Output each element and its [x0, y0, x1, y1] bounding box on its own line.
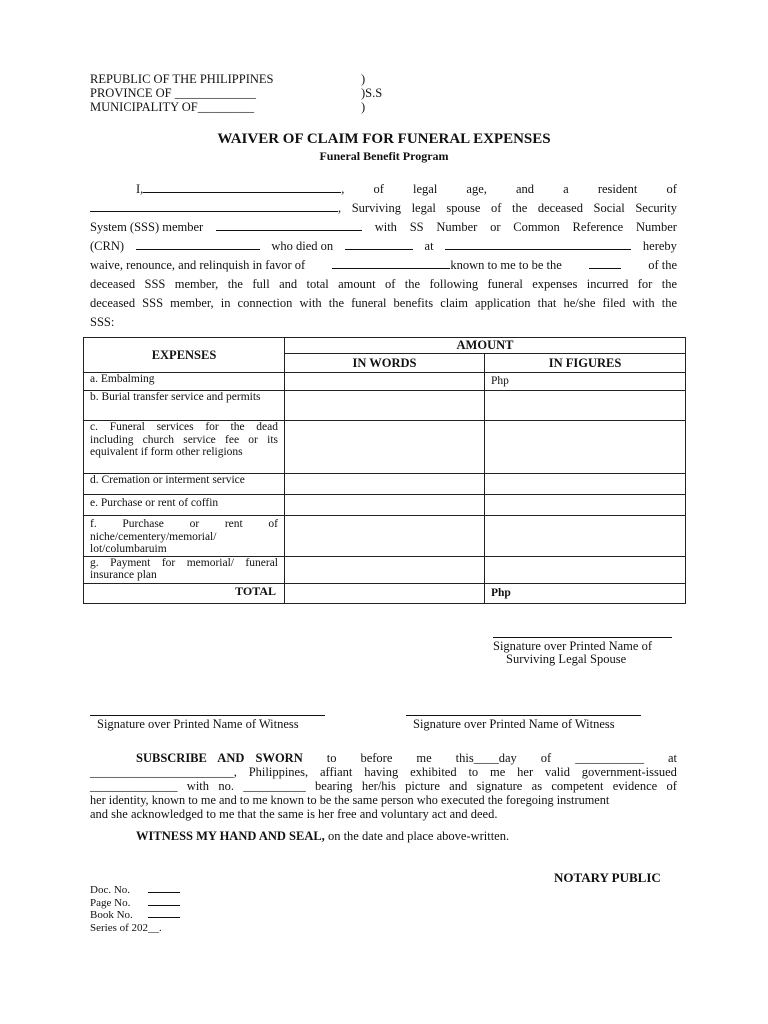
- ss-mark-2: )S.S: [361, 86, 383, 100]
- amount-figures-cell[interactable]: [485, 516, 686, 557]
- series-row: Series of 202__.: [90, 921, 162, 934]
- body-text: I,: [136, 182, 144, 196]
- amount-header: AMOUNT: [285, 338, 686, 354]
- header-municipality: MUNICIPALITY OF_________: [90, 100, 255, 114]
- jurat-word: competent: [551, 779, 604, 793]
- body-word: Number: [635, 220, 677, 234]
- jurat-word: __________: [243, 779, 306, 793]
- body-word: of: [666, 182, 677, 196]
- jurat-line-1: [136, 751, 677, 766]
- jurat-word: picture: [405, 779, 440, 793]
- spouse-signature-line[interactable]: [493, 637, 672, 638]
- body-word: a: [563, 182, 569, 196]
- spouse-caption-line: Surviving Legal Spouse: [506, 652, 627, 666]
- in-words-header: IN WORDS: [285, 354, 485, 373]
- jurat-line-2: [90, 765, 677, 780]
- jurat-word: ___________: [575, 751, 644, 765]
- in-figures-header: IN FIGURES: [485, 354, 686, 373]
- witness-1-caption: Signature over Printed Name of Witness: [97, 717, 299, 731]
- header-block: [90, 72, 273, 114]
- jurat-word: me: [490, 765, 506, 779]
- total-words-cell[interactable]: [285, 583, 485, 603]
- body-word: resident: [597, 182, 638, 196]
- total-label: TOTAL: [84, 583, 285, 603]
- witness-2-signature-line[interactable]: [406, 715, 641, 716]
- body-text: waive, renounce, and relinquish in favor of: [90, 258, 306, 272]
- jurat-word: this____day: [455, 751, 517, 765]
- amount-figures-cell[interactable]: [485, 556, 686, 583]
- page-no-blank[interactable]: [148, 897, 180, 906]
- body-word: Common: [513, 220, 560, 234]
- body-line-1: [90, 180, 677, 199]
- name-blank[interactable]: [143, 181, 341, 193]
- body-word: with: [374, 220, 397, 234]
- body-word: legal: [413, 182, 438, 196]
- witness-2-caption: Signature over Printed Name of Witness: [413, 717, 615, 731]
- beneficiary-blank[interactable]: [332, 257, 450, 269]
- jurat-line-5: and she acknowledged to me that the same is her free and voluntary act and deed.: [90, 807, 498, 821]
- jurat-word: exhibited: [410, 765, 457, 779]
- body-word: of: [491, 201, 502, 215]
- amount-words-cell[interactable]: [285, 373, 485, 391]
- jurat-word: me: [416, 751, 432, 765]
- jurat-word: with: [186, 779, 210, 793]
- doc-no-label: Doc. No.: [90, 884, 131, 896]
- doc-no-blank[interactable]: [148, 884, 180, 893]
- jurat-word: to: [326, 751, 337, 765]
- jurat-word: as: [531, 779, 543, 793]
- doc-refs: [90, 884, 180, 934]
- table-row: [84, 516, 686, 557]
- body-text: who died on: [271, 239, 334, 253]
- body-word: deceased: [537, 201, 583, 215]
- death-place-blank[interactable]: [445, 238, 631, 250]
- body-word: of: [373, 182, 384, 196]
- table-row: [84, 556, 686, 583]
- body-word: Security: [635, 201, 677, 215]
- witness-hand-and-seal: [136, 829, 509, 844]
- body-text: of the: [648, 258, 677, 272]
- jurat-word: valid: [544, 765, 570, 779]
- body-text: ,: [338, 201, 342, 215]
- jurat-word: evidence: [612, 779, 658, 793]
- document-subtitle: Funeral Benefit Program: [319, 149, 449, 163]
- jurat-word: of: [540, 751, 552, 765]
- doc-no-row: [90, 884, 180, 897]
- total-row: [84, 583, 686, 603]
- body-word: Surviving: [351, 201, 401, 215]
- ss-mark-1: ): [361, 72, 366, 86]
- expenses-table: [83, 337, 686, 604]
- body-line-4: [90, 237, 677, 256]
- spouse-signature-caption: [493, 640, 652, 666]
- expense-label: f. Purchase or rent of niche/cementery/memorial/ lot/columbaruim: [84, 516, 285, 557]
- jurat-word: her: [517, 765, 534, 779]
- document-title: WAIVER OF CLAIM FOR FUNERAL EXPENSES: [217, 131, 551, 147]
- amount-figures-cell[interactable]: [485, 421, 686, 474]
- body-text: hereby: [642, 239, 677, 253]
- body-line-7: deceased SSS member, in connection with the funeral benefits claim application that he/she filed with the: [90, 296, 677, 310]
- amount-figures-cell[interactable]: [485, 391, 686, 421]
- book-no-blank[interactable]: [148, 909, 180, 918]
- jurat-word: no.: [218, 779, 234, 793]
- table-row: [84, 474, 686, 495]
- relationship-blank[interactable]: [589, 257, 621, 269]
- body-word: legal: [411, 201, 436, 215]
- table-row: [84, 495, 686, 516]
- body-line-5: [90, 256, 677, 275]
- jurat-bold: SUBSCRIBE AND SWORN: [136, 751, 303, 765]
- body-line-8: SSS:: [90, 315, 115, 329]
- amount-words-cell[interactable]: [285, 516, 485, 557]
- amount-words-cell[interactable]: [285, 495, 485, 516]
- spouse-caption-line: Signature over Printed Name of: [493, 639, 652, 653]
- crn-blank[interactable]: [136, 238, 260, 250]
- body-line-2: [90, 199, 677, 218]
- jurat-word: and: [449, 779, 468, 793]
- body-line-6: deceased SSS member, the full and total amount of the following funeral expenses incurred for the: [90, 277, 677, 291]
- body-word: or: [490, 220, 501, 234]
- body-word: and: [516, 182, 535, 196]
- amount-figures-cell[interactable]: Php: [485, 373, 686, 391]
- amount-words-cell[interactable]: [285, 474, 485, 495]
- body-word: Reference: [572, 220, 624, 234]
- amount-figures-cell[interactable]: [485, 474, 686, 495]
- body-word: age,: [466, 182, 487, 196]
- jurat-word: ______________: [90, 779, 178, 793]
- jurat-word: affiant: [319, 765, 353, 779]
- expense-label: g. Payment for memorial/ funeral insurance plan: [84, 556, 285, 583]
- ss-mark-3: ): [361, 100, 366, 114]
- jurat-text: on the date and place above-written.: [324, 829, 510, 843]
- witness-1-signature-line[interactable]: [90, 715, 325, 716]
- page-no-row: [90, 897, 180, 910]
- body-word: SS: [409, 220, 424, 234]
- jurat-bold: WITNESS MY HAND AND SEAL,: [136, 829, 325, 843]
- header-province: PROVINCE OF _____________: [90, 86, 256, 100]
- jurat-line-4: her identity, known to me and to me known to be the same person who executed the foregoing instrument: [90, 793, 610, 807]
- jurat-word: government-issued: [581, 765, 677, 779]
- jurat-word: of: [666, 779, 677, 793]
- notary-public-label: NOTARY PUBLIC: [554, 870, 661, 885]
- jurat-word: before: [360, 751, 393, 765]
- book-no-label: Book No.: [90, 909, 133, 921]
- body-word: the: [512, 201, 528, 215]
- expense-label: c. Funeral services for the dead including church service fee or its equivalent if form other religions: [84, 421, 285, 474]
- body-text: at: [424, 239, 434, 253]
- body-text: (CRN): [90, 239, 125, 253]
- expense-label: e. Purchase or rent of coffin: [84, 495, 285, 516]
- jurat-word: _______________________,: [90, 765, 237, 779]
- expense-label: b. Burial transfer service and permits: [84, 391, 285, 421]
- body-word: Social: [593, 201, 625, 215]
- body-word: spouse: [446, 201, 481, 215]
- jurat-word: her/his: [361, 779, 396, 793]
- header-republic: REPUBLIC OF THE PHILIPPINES: [90, 72, 274, 86]
- jurat-word: bearing: [315, 779, 353, 793]
- expense-label: d. Cremation or interment service: [84, 474, 285, 495]
- jurat-word: to: [468, 765, 479, 779]
- total-figures-cell[interactable]: Php: [485, 583, 686, 603]
- amount-words-cell[interactable]: [285, 556, 485, 583]
- jurat-word: having: [364, 765, 399, 779]
- jurat-line-3: [90, 779, 677, 794]
- amount-figures-cell[interactable]: [485, 495, 686, 516]
- body-text: System (SSS) member: [90, 220, 204, 234]
- table-row: [84, 421, 686, 474]
- jurat-word: at: [667, 751, 677, 765]
- expenses-header: EXPENSES: [84, 338, 285, 373]
- book-no-row: [90, 909, 180, 922]
- page-no-label: Page No.: [90, 896, 131, 909]
- table-row: [84, 373, 686, 391]
- amount-words-cell[interactable]: [285, 421, 485, 474]
- jurat-word: signature: [476, 779, 523, 793]
- header-ss-marks: [361, 72, 382, 114]
- death-date-blank[interactable]: [345, 238, 413, 250]
- jurat-word: Philippines,: [248, 765, 309, 779]
- body-word: Number: [436, 220, 478, 234]
- expense-label: a. Embalming: [84, 373, 285, 391]
- amount-words-cell[interactable]: [285, 391, 485, 421]
- body-text: ,: [341, 182, 345, 196]
- body-line-3: [90, 218, 677, 237]
- member-name-blank[interactable]: [216, 219, 362, 231]
- body-text: known to me to be the: [450, 258, 562, 272]
- residence-blank[interactable]: [90, 200, 338, 212]
- table-row: [84, 391, 686, 421]
